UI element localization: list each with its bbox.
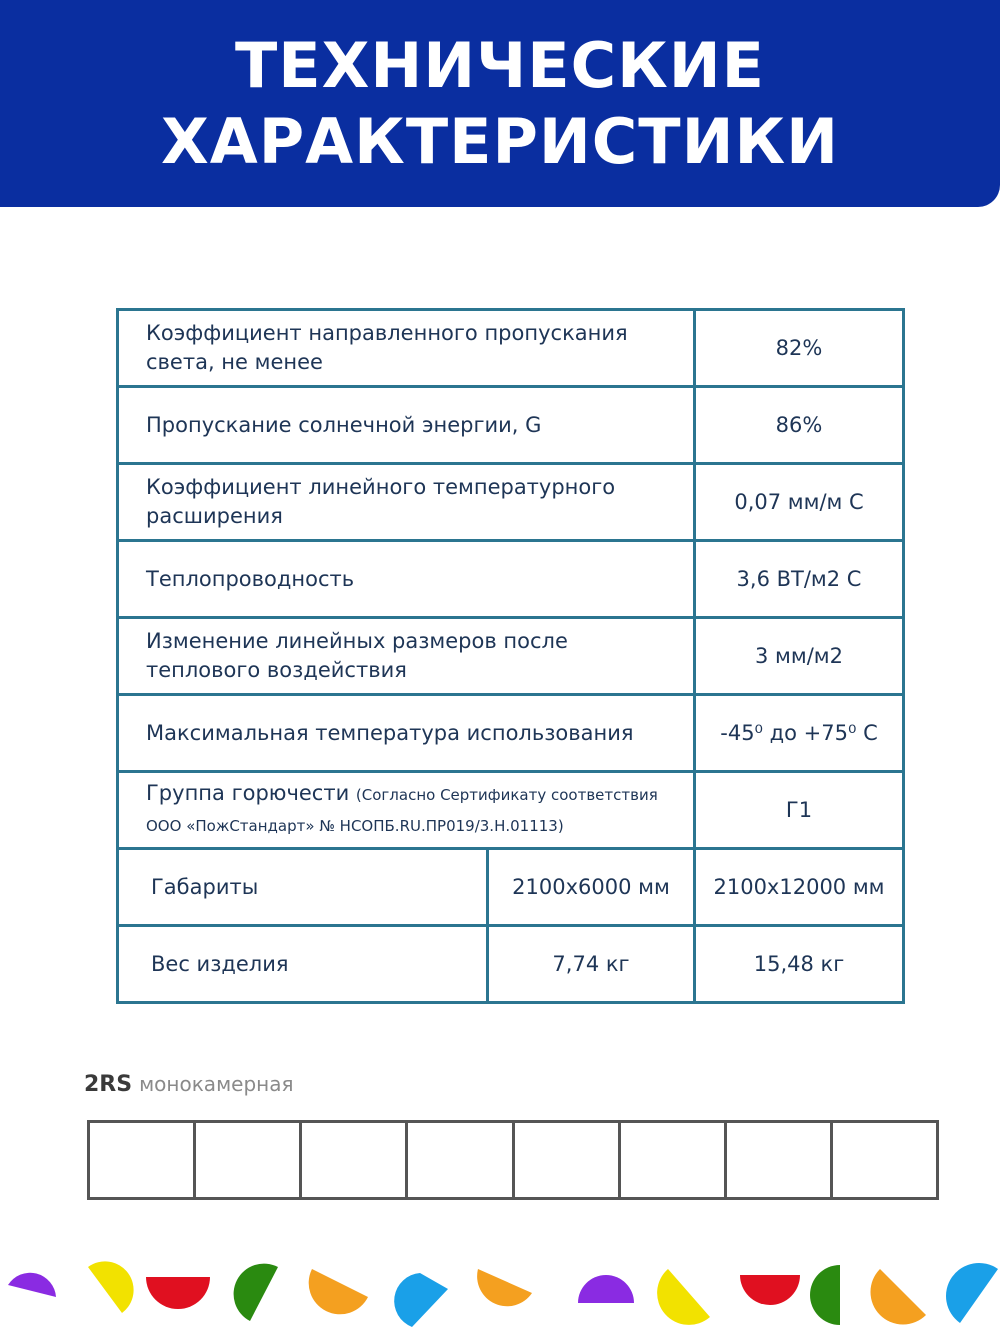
decor-half-circle (394, 1273, 448, 1327)
profile-caption (84, 1072, 294, 1097)
profile-cell (512, 1120, 621, 1200)
table-row (118, 772, 904, 849)
decor-half-circle (234, 1264, 278, 1321)
profile-code: 2RS (84, 1072, 133, 1097)
profile-cell (724, 1120, 833, 1200)
spec-label: Теплопроводность (118, 541, 695, 618)
spec-label-flammability (118, 772, 695, 849)
decor-half-circle (146, 1277, 210, 1309)
table-row (118, 310, 904, 387)
profile-cell (193, 1120, 302, 1200)
profile-cell (299, 1120, 408, 1200)
table-row (118, 618, 904, 695)
profile-cell (87, 1120, 196, 1200)
profile-cell (830, 1120, 939, 1200)
spec-value: 3,6 ВТ/м2 С (695, 541, 904, 618)
profile-cross-section (87, 1120, 939, 1200)
profile-cell (618, 1120, 727, 1200)
dim-value-6000: 7,74 кг (488, 926, 695, 1003)
spec-label: Изменение линейных размеров после теплового воздействия (118, 618, 695, 695)
decor-half-circle (477, 1269, 532, 1306)
spec-value: -45⁰ до +75⁰ С (695, 695, 904, 772)
spec-value: 3 мм/м2 (695, 618, 904, 695)
decor-half-circle (8, 1273, 56, 1297)
decor-half-circle (578, 1275, 634, 1303)
dim-label: Габариты (118, 849, 488, 926)
decor-shapes (0, 1255, 1000, 1333)
dim-value-12000: 2100х12000 мм (695, 849, 904, 926)
decor-half-circle (88, 1261, 134, 1313)
page-header (0, 0, 1000, 207)
table-row (118, 926, 904, 1003)
spec-value: 86% (695, 387, 904, 464)
decor-half-circle (657, 1269, 710, 1325)
spec-value: 0,07 мм/м С (695, 464, 904, 541)
table-row (118, 849, 904, 926)
table-row (118, 541, 904, 618)
spec-label: Коэффициент линейного температурного расширения (118, 464, 695, 541)
table-row (118, 464, 904, 541)
dim-value-12000: 15,48 кг (695, 926, 904, 1003)
decor-half-circle (740, 1275, 800, 1305)
profile-cell (405, 1120, 514, 1200)
spec-label: Максимальная температура использования (118, 695, 695, 772)
decor-half-circle (870, 1269, 926, 1325)
specs-table (116, 308, 905, 1004)
profile-kind: монокамерная (139, 1072, 294, 1096)
spec-value: 82% (695, 310, 904, 387)
decor-half-circle (810, 1265, 840, 1325)
spec-value: Г1 (695, 772, 904, 849)
table-row (118, 695, 904, 772)
table-row (118, 387, 904, 464)
page-title-line-1: ТЕХНИЧЕСКИЕ (234, 28, 766, 102)
spec-note: (Согласно Сертификату соответствия ООО «ПожСтандарт» № НСОПБ.RU.ПР019/3.Н.01113) (146, 786, 658, 835)
dim-label: Вес изделия (118, 926, 488, 1003)
spec-label: Пропускание солнечной энергии, G (118, 387, 695, 464)
decor-half-circle (946, 1263, 998, 1323)
decor-half-circle (309, 1269, 368, 1314)
dim-value-6000: 2100х6000 мм (488, 849, 695, 926)
page-title-line-2: ХАРАКТЕРИСТИКИ (160, 104, 840, 178)
spec-label: Коэффициент направленного пропускания света, не менее (118, 310, 695, 387)
spec-label: Группа горючести (146, 781, 350, 805)
